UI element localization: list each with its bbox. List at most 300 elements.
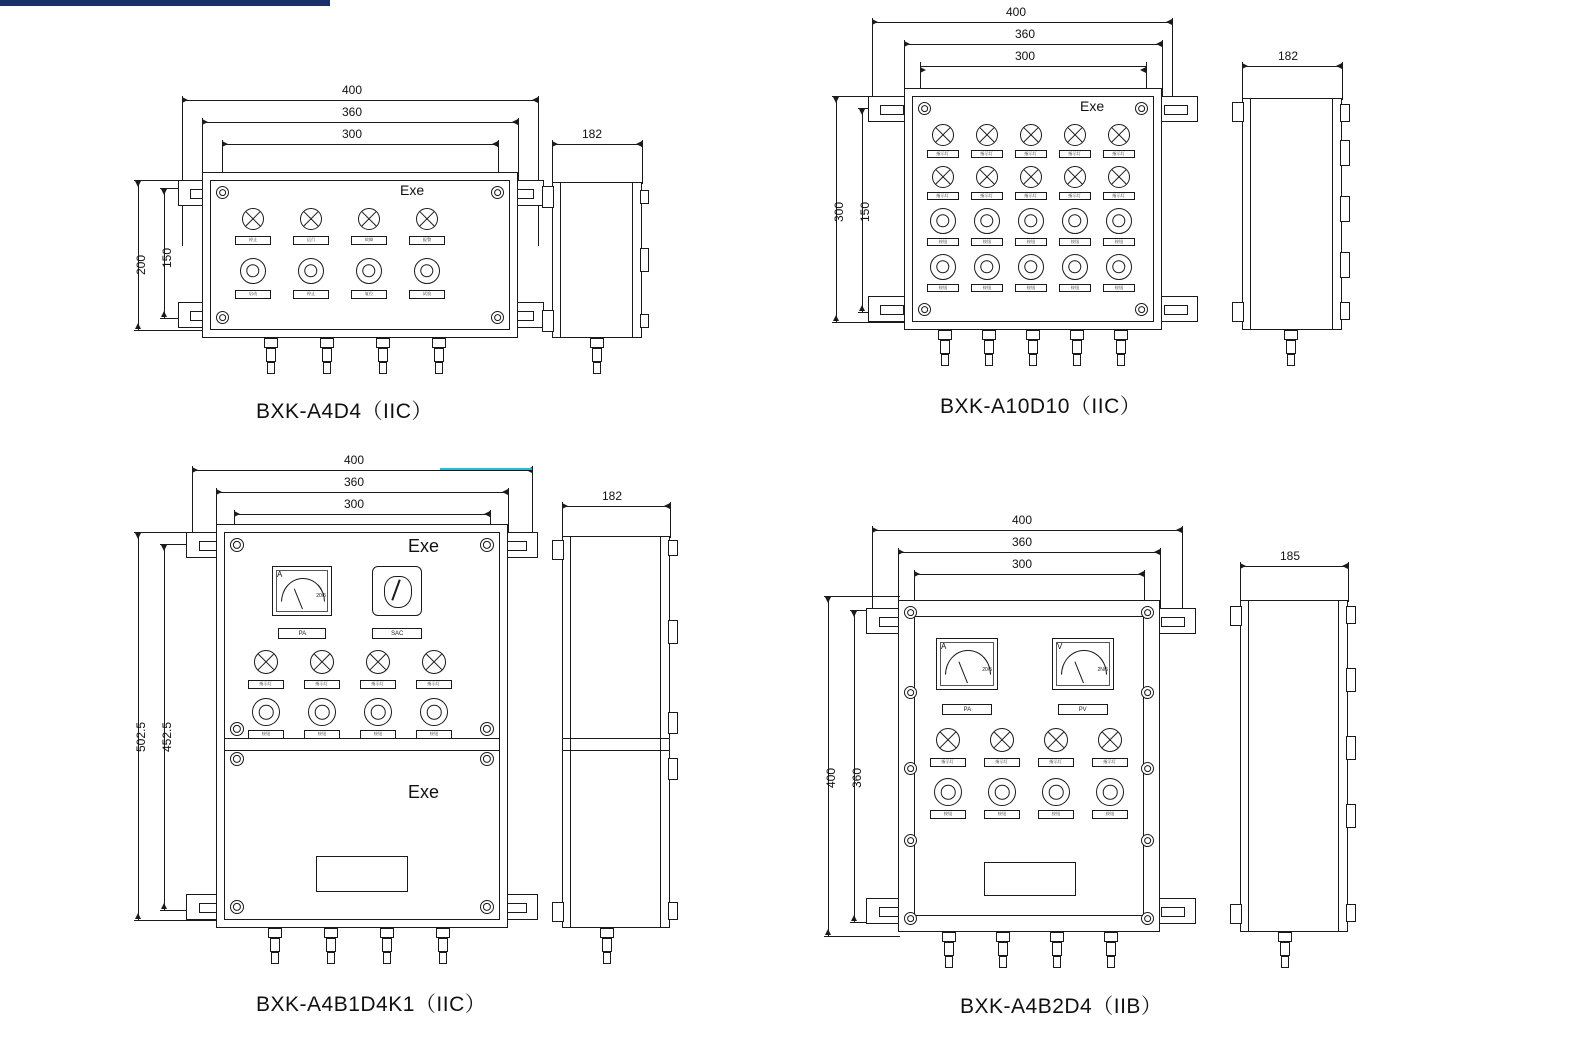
lamp-tag-text: 报警	[422, 237, 432, 243]
screw-mid-left	[230, 722, 244, 736]
cable-gland	[1048, 932, 1066, 976]
side-hinge-5	[668, 902, 678, 920]
figure-caption: BXK-A4D4（IIC）	[256, 400, 433, 423]
cable-gland	[262, 338, 280, 382]
dim-text-top-400: 400	[1012, 513, 1033, 527]
exe-marking: Exe	[1080, 98, 1105, 114]
voltmeter	[1052, 638, 1114, 690]
cable-gland	[1024, 330, 1042, 374]
dim-text-top-400: 400	[1006, 5, 1027, 19]
dim-text-top-300: 300	[1012, 557, 1033, 571]
button-tag	[248, 730, 284, 739]
button-tag-text: 按钮	[982, 239, 992, 245]
push-button[interactable]	[1106, 254, 1132, 280]
button-tag-text: 按钮	[943, 811, 953, 817]
lamp-tag-text: 指示灯	[936, 193, 950, 199]
side-divider-bottom	[562, 750, 670, 751]
lamp-tag-text: 指示灯	[1049, 759, 1063, 765]
screw-mid-right-2	[1141, 762, 1154, 775]
side-view-door-edge	[660, 536, 661, 928]
side-mount-ear-top	[1232, 102, 1244, 122]
side-hinge-3	[1346, 736, 1356, 760]
side-dim-text-182: 182	[1278, 49, 1299, 63]
ammeter	[272, 566, 332, 616]
button-tag-text: 按钮	[1105, 811, 1115, 817]
side-dim-line-182	[562, 506, 670, 507]
push-button[interactable]	[1062, 254, 1088, 280]
button-tag-text: 按钮	[1114, 239, 1124, 245]
side-view-fold	[1250, 98, 1251, 330]
side-hinge-2	[1346, 668, 1356, 692]
side-dim-line-185	[1240, 566, 1348, 567]
lamp-tag-text: 指示灯	[315, 681, 329, 687]
lamp-tag-text: 指示灯	[941, 759, 955, 765]
push-button[interactable]	[1018, 208, 1044, 234]
figure-a4b2d4	[810, 500, 1510, 1040]
lamp-tag-text: 运行	[306, 237, 316, 243]
dim-text-left-400: 400	[824, 767, 838, 788]
screw-mid-left-3	[904, 834, 917, 847]
dim-line-400	[872, 530, 1182, 531]
dim-text-top-400: 400	[344, 453, 365, 467]
dim-line-400	[192, 470, 532, 471]
dim-text-top-300: 300	[344, 497, 365, 511]
dim-text-left-200: 200	[134, 254, 148, 275]
dim-line-400-left	[828, 596, 829, 936]
indicator-lamp[interactable]	[416, 208, 438, 230]
nameplate	[316, 856, 408, 892]
push-button[interactable]	[240, 258, 266, 284]
lamp-tag-text: 指示灯	[371, 681, 385, 687]
button-tag	[360, 730, 396, 739]
ammeter-unit: A	[941, 642, 947, 651]
indicator-lamp[interactable]	[1108, 166, 1130, 188]
lamp-tag-text: 指示灯	[1112, 151, 1126, 157]
screw-mid-left-1	[904, 686, 917, 699]
button-tag-text: 按钮	[1051, 811, 1061, 817]
button-tag	[1103, 238, 1135, 246]
button-tag-text: 启动	[248, 291, 258, 297]
ammeter-scale: 20/5	[982, 667, 992, 673]
indicator-lamp[interactable]	[936, 728, 960, 752]
indicator-lamp[interactable]	[310, 650, 334, 674]
side-view-fold	[570, 536, 571, 928]
dim-line-400	[872, 22, 1172, 23]
lamp-tag	[1038, 758, 1074, 767]
screw-mid-right-3	[1141, 834, 1154, 847]
screw-top-left	[216, 186, 229, 199]
lamp-tag	[1015, 192, 1047, 200]
lamp-tag-text: 指示灯	[1024, 193, 1038, 199]
side-view-fold	[1248, 600, 1249, 932]
button-tag-text: 按钮	[317, 731, 327, 737]
lamp-tag	[1059, 150, 1091, 158]
indicator-lamp[interactable]	[242, 208, 264, 230]
dim-text-left-300: 300	[832, 201, 846, 222]
push-button[interactable]	[420, 698, 448, 726]
screw-mid-right	[480, 722, 494, 736]
figure-a4d4	[120, 70, 740, 430]
exe-marking-lower: Exe	[408, 782, 440, 802]
highlight-line	[440, 468, 532, 470]
push-button[interactable]	[298, 258, 324, 284]
dim-text-top-360: 360	[1015, 27, 1036, 41]
screw-top-right	[1141, 606, 1154, 619]
push-button[interactable]	[974, 254, 1000, 280]
lamp-tag-text: 指示灯	[936, 151, 950, 157]
dim-text-top-360: 360	[344, 475, 365, 489]
cable-gland	[980, 330, 998, 374]
lamp-tag-text: 指示灯	[1024, 151, 1038, 157]
screw-top-left	[904, 606, 917, 619]
push-button[interactable]	[1018, 254, 1044, 280]
side-hinge-5	[1346, 904, 1356, 922]
lamp-tag-text: 指示灯	[980, 151, 994, 157]
button-tag	[293, 290, 329, 299]
side-hinge-5	[1340, 302, 1350, 320]
push-button[interactable]	[974, 208, 1000, 234]
side-mount-ear-top	[542, 186, 554, 208]
nameplate	[984, 862, 1076, 896]
push-button[interactable]	[1106, 208, 1132, 234]
button-tag	[930, 810, 966, 819]
side-view-door-edge	[632, 182, 633, 338]
voltmeter-unit: V	[1057, 642, 1063, 651]
side-hinge-bottom	[640, 314, 649, 328]
side-hinge-2	[668, 620, 678, 644]
indicator-lamp[interactable]	[358, 208, 380, 230]
push-button[interactable]	[252, 698, 280, 726]
side-dim-line-182	[1242, 66, 1342, 67]
ammeter-tag	[278, 628, 326, 639]
lamp-tag-text: 停止	[248, 237, 258, 243]
cable-gland	[430, 338, 448, 382]
ammeter-tag-text: PA	[298, 630, 306, 637]
lamp-tag	[984, 758, 1020, 767]
button-tag	[1059, 284, 1091, 292]
button-tag-text: 按钮	[938, 285, 948, 291]
side-hinge-top	[640, 190, 649, 204]
side-cable-gland	[588, 338, 606, 382]
side-hinge-4	[668, 758, 678, 780]
button-tag	[1103, 284, 1135, 292]
screw-top-left	[230, 538, 244, 552]
screw-bottom-right	[1135, 303, 1148, 316]
side-hinge-3	[668, 712, 678, 734]
lamp-tag	[360, 680, 396, 689]
side-mount-ear-bottom	[542, 310, 554, 332]
button-tag-text: 按钮	[429, 731, 439, 737]
screw-bottom-left	[904, 912, 917, 925]
dim-line-360-left	[854, 610, 855, 922]
ammeter	[936, 638, 998, 690]
side-hinge-1	[1346, 606, 1356, 624]
indicator-lamp[interactable]	[976, 124, 998, 146]
lamp-tag-text: 指示灯	[259, 681, 273, 687]
dim-text-left-150: 150	[160, 247, 174, 268]
cable-gland	[318, 338, 336, 382]
button-tag	[351, 290, 387, 299]
side-cable-gland	[598, 928, 616, 972]
dim-ext-right-400	[1182, 526, 1183, 616]
push-button[interactable]	[356, 258, 382, 284]
button-tag	[409, 290, 445, 299]
lamp-tag	[416, 680, 452, 689]
screw-mid-right-1	[1141, 686, 1154, 699]
side-mount-ear-top	[552, 540, 564, 560]
button-tag	[984, 810, 1020, 819]
button-tag	[1038, 810, 1074, 819]
side-hinge-mid	[640, 248, 649, 272]
indicator-lamp[interactable]	[1020, 166, 1042, 188]
side-dim-ext-right	[1342, 62, 1343, 100]
push-button[interactable]	[988, 778, 1016, 806]
button-tag-text: 按钮	[1114, 285, 1124, 291]
ammeter-scale: 20/5	[316, 593, 326, 599]
dim-text-top-400: 400	[342, 83, 363, 97]
dim-ext-right-360	[518, 118, 519, 188]
figure-caption: BXK-A4B2D4（IIB）	[960, 995, 1163, 1018]
dim-text-left-150: 150	[858, 201, 872, 222]
push-button[interactable]	[1096, 778, 1124, 806]
dim-line-300	[920, 66, 1146, 67]
screw-lower-right	[480, 752, 494, 766]
dim-ext-bot	[832, 322, 904, 323]
button-tag-text: 试验	[422, 291, 432, 297]
button-tag	[1092, 810, 1128, 819]
button-tag-text: 按钮	[997, 811, 1007, 817]
dim-line-360	[898, 552, 1160, 553]
side-hinge-3	[1340, 196, 1350, 222]
lamp-tag	[1103, 150, 1135, 158]
dim-line-300	[914, 574, 1144, 575]
side-view-outline	[552, 182, 642, 338]
ammeter-tag	[942, 704, 992, 715]
screw-bottom-left	[230, 900, 244, 914]
cable-gland	[378, 928, 396, 972]
dim-ext-right-400	[1172, 18, 1173, 108]
cable-gland	[994, 932, 1012, 976]
indicator-lamp[interactable]	[1064, 124, 1086, 146]
lamp-tag-text: 故障	[364, 237, 374, 243]
figure-a4b1d4k1	[120, 440, 740, 1020]
button-tag	[927, 238, 959, 246]
side-hinge-2	[1340, 140, 1350, 166]
lamp-tag	[971, 192, 1003, 200]
cable-gland	[936, 330, 954, 374]
exe-marking-upper: Exe	[408, 536, 440, 556]
cable-gland	[1068, 330, 1086, 374]
side-mount-ear-bottom	[1232, 302, 1244, 322]
cable-gland	[1112, 330, 1130, 374]
cable-gland	[434, 928, 452, 972]
dim-line-300	[234, 514, 490, 515]
lamp-tag	[927, 150, 959, 158]
enclosure-front-inner	[210, 180, 510, 330]
side-view-door-edge	[1338, 600, 1339, 932]
push-button[interactable]	[1042, 778, 1070, 806]
button-tag	[971, 238, 1003, 246]
screw-bottom-left	[216, 311, 229, 324]
lamp-tag-text: 指示灯	[1112, 193, 1126, 199]
push-button[interactable]	[414, 258, 440, 284]
lamp-tag	[235, 236, 271, 245]
lamp-tag-text: 指示灯	[1068, 151, 1082, 157]
side-view-outline	[562, 536, 670, 928]
dim-ext-bot-400L	[824, 936, 900, 937]
figure-caption: BXK-A10D10（IIC）	[940, 395, 1142, 418]
dim-line-360	[216, 492, 508, 493]
indicator-lamp[interactable]	[1098, 728, 1122, 752]
push-button[interactable]	[308, 698, 336, 726]
dim-ext-bot-200	[134, 330, 212, 331]
selector-switch[interactable]	[372, 566, 422, 616]
lamp-tag-text: 指示灯	[427, 681, 441, 687]
dim-ext-right-360	[1160, 548, 1161, 616]
lamp-tag-text: 指示灯	[1103, 759, 1117, 765]
push-button[interactable]	[364, 698, 392, 726]
side-dim-line-182	[552, 144, 642, 145]
dim-text-top-300: 300	[1015, 49, 1036, 63]
button-tag-text: 按钮	[982, 285, 992, 291]
ammeter-unit: A	[277, 570, 283, 579]
ammeter-tag-text: PA	[963, 706, 971, 713]
lamp-tag	[409, 236, 445, 245]
dim-line-360	[202, 122, 518, 123]
button-tag-text: 按钮	[1070, 239, 1080, 245]
voltmeter-tag-text: PV	[1079, 706, 1087, 713]
button-tag-text: 停止	[306, 291, 316, 297]
screw-bottom-right	[491, 311, 504, 324]
button-tag	[971, 284, 1003, 292]
side-mount-ear-bottom	[552, 902, 564, 922]
button-tag-text: 按钮	[1026, 239, 1036, 245]
screw-top-right	[480, 538, 494, 552]
button-tag-text: 按钮	[1070, 285, 1080, 291]
cable-gland	[266, 928, 284, 972]
dim-ext-left-400	[872, 18, 873, 108]
cable-gland	[374, 338, 392, 382]
compartment-divider-bottom	[224, 750, 500, 751]
dim-text-top-360: 360	[1012, 535, 1033, 549]
button-tag	[1059, 238, 1091, 246]
lamp-tag	[351, 236, 387, 245]
figure-caption: BXK-A4B1D4K1（IIC）	[256, 993, 487, 1016]
figure-a10d10	[810, 0, 1510, 420]
lamp-tag	[1059, 192, 1091, 200]
button-tag-text: 按钮	[373, 731, 383, 737]
selector-tag-text: SAC	[390, 630, 404, 637]
dim-text-left-502-5: 502.5	[134, 721, 148, 752]
dim-ext-bot-502	[134, 920, 218, 921]
side-cable-gland	[1276, 932, 1294, 976]
screw-top-right	[1135, 102, 1148, 115]
button-tag	[1015, 284, 1047, 292]
indicator-lamp[interactable]	[932, 124, 954, 146]
side-hinge-1	[668, 540, 678, 556]
side-dim-text-185: 185	[1280, 549, 1301, 563]
dim-ext-left-400	[872, 526, 873, 616]
voltmeter-tag	[1058, 704, 1108, 715]
side-hinge-1	[1340, 104, 1350, 122]
side-view-outline	[1242, 98, 1342, 330]
dim-line-300	[222, 144, 498, 145]
dim-text-top-300: 300	[342, 127, 363, 141]
side-dim-text-182: 182	[582, 127, 603, 141]
side-divider-top	[562, 738, 670, 739]
screw-bottom-right	[480, 900, 494, 914]
side-dim-ext-right	[642, 140, 643, 184]
dim-line-360	[904, 44, 1162, 45]
screw-mid-left-2	[904, 762, 917, 775]
indicator-lamp[interactable]	[254, 650, 278, 674]
lamp-tag	[304, 680, 340, 689]
button-tag-text: 复位	[364, 291, 374, 297]
screw-lower-left	[230, 752, 244, 766]
side-mount-ear-bottom	[1230, 904, 1242, 924]
side-hinge-4	[1340, 252, 1350, 278]
lamp-tag	[1103, 192, 1135, 200]
indicator-lamp[interactable]	[422, 650, 446, 674]
lamp-tag-text: 指示灯	[980, 193, 994, 199]
lamp-tag	[1015, 150, 1047, 158]
indicator-lamp[interactable]	[1044, 728, 1068, 752]
push-button[interactable]	[1062, 208, 1088, 234]
indicator-lamp[interactable]	[366, 650, 390, 674]
lamp-tag-text: 指示灯	[1068, 193, 1082, 199]
indicator-lamp[interactable]	[1108, 124, 1130, 146]
indicator-lamp[interactable]	[990, 728, 1014, 752]
lamp-tag	[1092, 758, 1128, 767]
lamp-tag	[971, 150, 1003, 158]
dim-line-400	[182, 100, 538, 101]
side-hinge-4	[1346, 804, 1356, 828]
screw-top-right	[491, 186, 504, 199]
indicator-lamp[interactable]	[1020, 124, 1042, 146]
screw-top-left	[918, 102, 931, 115]
push-button[interactable]	[930, 208, 956, 234]
indicator-lamp[interactable]	[932, 166, 954, 188]
voltmeter-scale: 2N/5	[1097, 667, 1108, 673]
lamp-tag	[248, 680, 284, 689]
side-view-door-edge	[1332, 98, 1333, 330]
side-mount-ear-top	[1230, 606, 1242, 626]
indicator-lamp[interactable]	[976, 166, 998, 188]
button-tag	[416, 730, 452, 739]
button-tag	[1015, 238, 1047, 246]
side-view-fold	[560, 182, 561, 338]
push-button[interactable]	[934, 778, 962, 806]
button-tag-text: 按钮	[938, 239, 948, 245]
side-dim-ext-right	[670, 502, 671, 538]
exe-marking: Exe	[400, 182, 425, 198]
side-view-outline	[1240, 600, 1348, 932]
button-tag-text: 按钮	[1026, 285, 1036, 291]
dim-ext-left-400	[182, 96, 183, 246]
side-cable-gland	[1282, 330, 1300, 374]
push-button[interactable]	[930, 254, 956, 280]
screw-bottom-left	[918, 303, 931, 316]
cable-gland	[1102, 932, 1120, 976]
lamp-tag	[927, 192, 959, 200]
indicator-lamp[interactable]	[300, 208, 322, 230]
selector-tag	[372, 628, 422, 639]
indicator-lamp[interactable]	[1064, 166, 1086, 188]
dim-text-left-360: 360	[850, 767, 864, 788]
dim-ext-top-400L	[824, 596, 900, 597]
lamp-tag-text: 指示灯	[995, 759, 1009, 765]
side-dim-ext-right	[1348, 562, 1349, 602]
